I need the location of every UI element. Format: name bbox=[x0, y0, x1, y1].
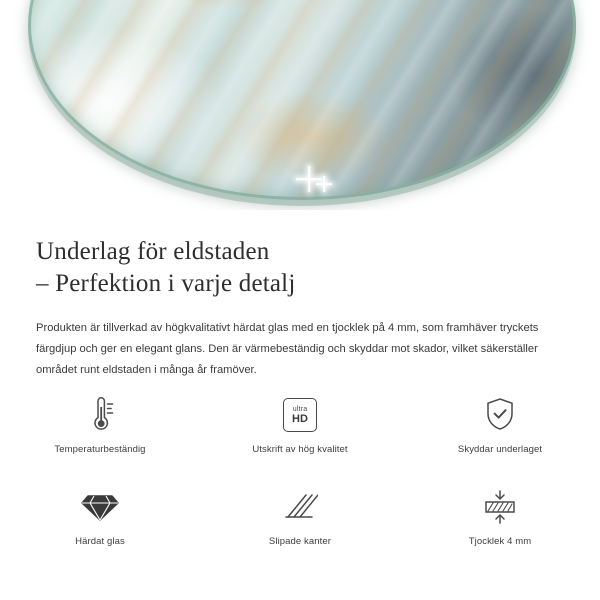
feature-label: Härdat glas bbox=[75, 536, 125, 547]
feature-label: Slipade kanter bbox=[268, 536, 332, 547]
feature-label: Tjocklek 4 mm bbox=[468, 536, 532, 547]
diamond-icon bbox=[80, 484, 120, 530]
ultra-hd-badge-top: ultra bbox=[292, 405, 308, 413]
shield-check-icon bbox=[483, 392, 517, 438]
glass-disc-image bbox=[28, 0, 576, 200]
headline-line-1: Underlag för eldstaden bbox=[36, 238, 270, 265]
feature-item-tempered-glass bbox=[0, 484, 200, 576]
feature-item-print-quality bbox=[200, 392, 400, 484]
hero-image bbox=[0, 0, 600, 210]
thickness-icon bbox=[480, 484, 520, 530]
ultra-hd-badge-bottom: HD bbox=[292, 412, 308, 425]
feature-label: Temperaturbeständig bbox=[54, 444, 146, 455]
thermometer-icon bbox=[82, 392, 118, 438]
page-title bbox=[36, 236, 566, 300]
ultra-hd-icon bbox=[283, 392, 317, 438]
text-content bbox=[0, 210, 600, 381]
feature-item-thickness bbox=[400, 484, 600, 576]
polished-edges-icon bbox=[282, 484, 318, 530]
feature-item-protection bbox=[400, 392, 600, 484]
feature-item-temperature bbox=[0, 392, 200, 484]
description-paragraph: Produkten är tillverkad av högkvalitativt härdat glas med en tjocklek på 4 mm, som framhäver tryckets färgdjup och ger en elegant glans. Den är värmebeständig och skyddar mot skador, vilket säkerställer området runt eldstaden i många år framöver. bbox=[36, 322, 539, 376]
feature-grid bbox=[0, 392, 600, 576]
feature-label: Utskrift av hög kvalitet bbox=[252, 444, 348, 455]
headline-line-2: – Perfektion i varje detalj bbox=[36, 270, 296, 297]
feature-item-polished-edges bbox=[200, 484, 400, 576]
feature-label: Skyddar underlaget bbox=[457, 444, 543, 455]
